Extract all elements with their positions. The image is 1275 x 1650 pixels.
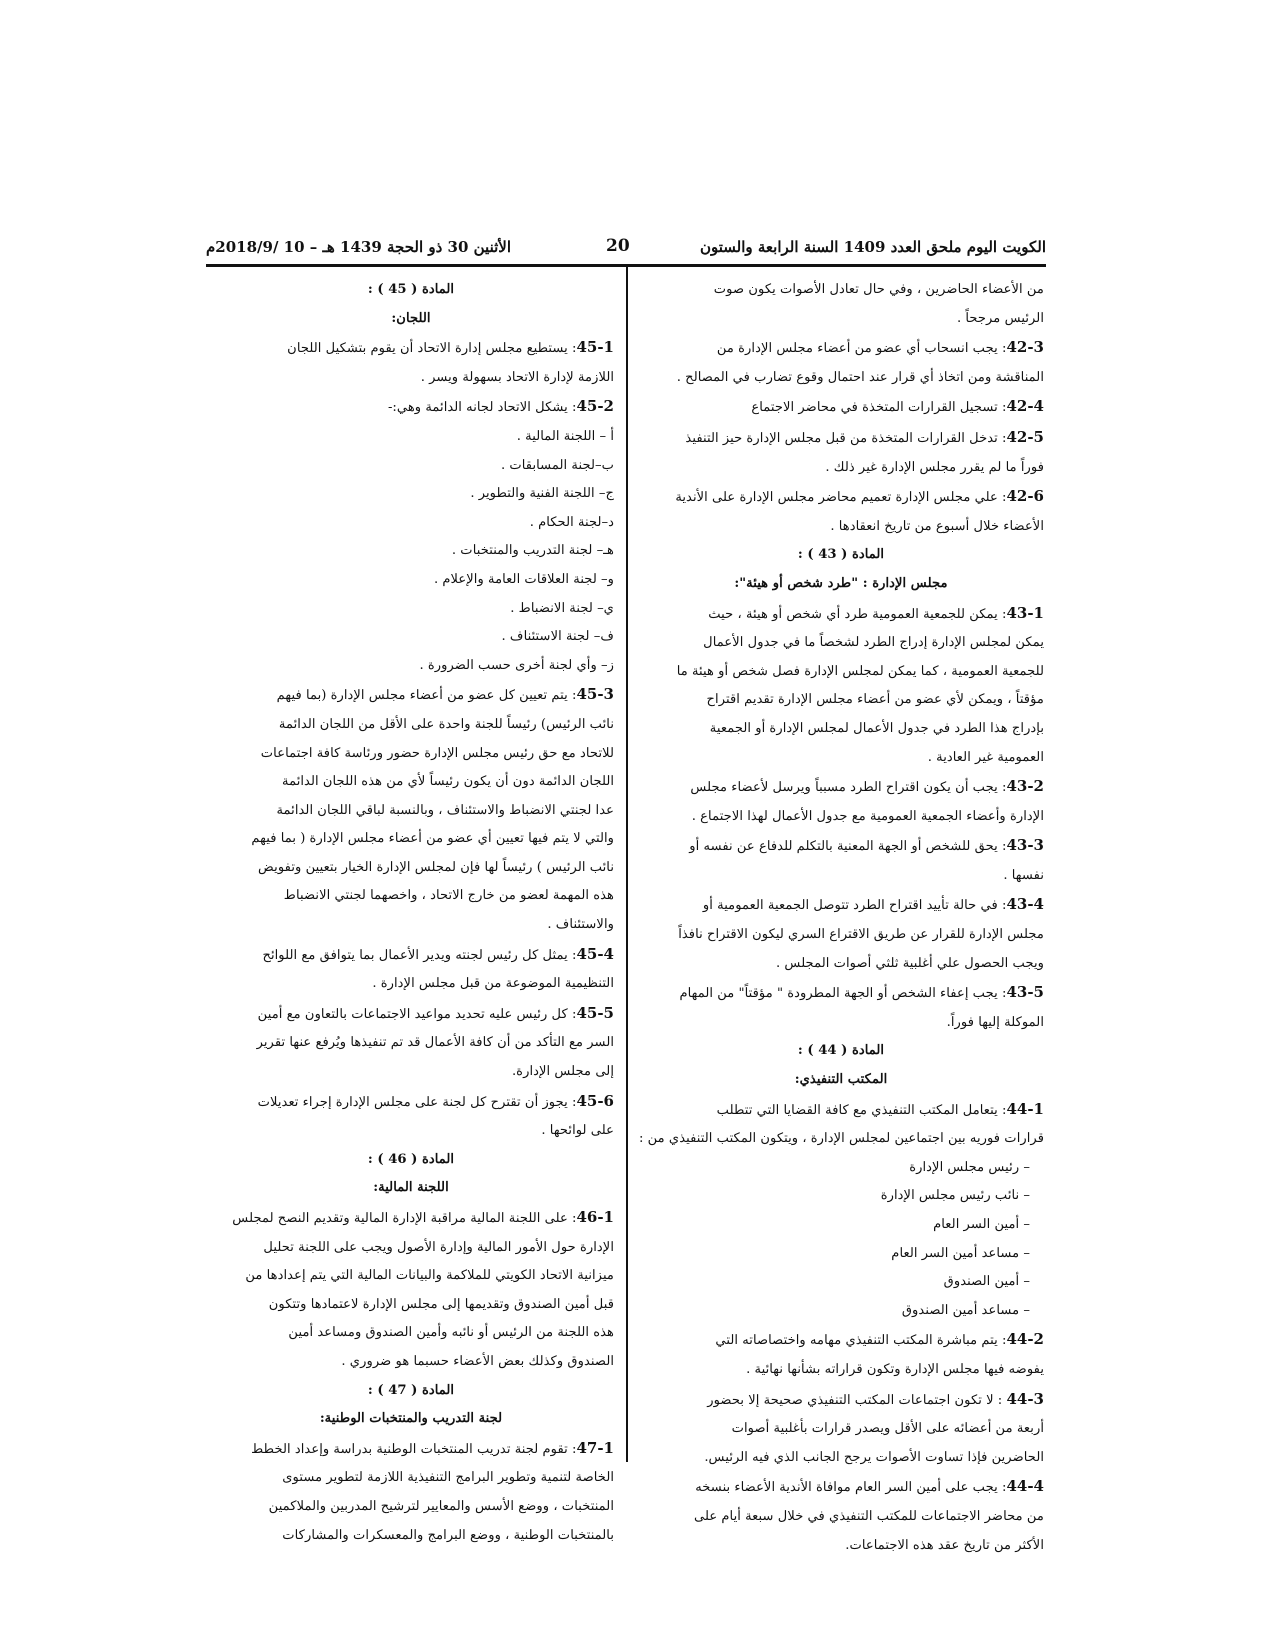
header-date: الأثنين 30 ذو الحجة 1439 هـ – 10 /2018/9م	[206, 238, 511, 256]
line-text: : علي مجلس الإدارة تعميم محاضر مجلس الإدارة على الأندية	[675, 490, 1007, 506]
line-text: نائب الرئيس) رئيساً للجنة واحدة على الأقل من اللجان الدائمة	[278, 716, 614, 732]
line-text: المناقشة ومن اتخاذ أي قرار عند احتمال وقوع تضارب في المصالح .	[676, 369, 1044, 385]
line-text: : على اللجنة المالية مراقبة الإدارة المالية وتقديم النصح لمجلس	[232, 1211, 577, 1226]
text-line	[208, 911, 614, 940]
text-line	[638, 1532, 1044, 1561]
clause-line	[638, 1095, 1044, 1126]
clause-number: 43-1	[1006, 603, 1044, 622]
page-header	[206, 238, 1046, 262]
line-text: د–لجنة الحكام .	[529, 514, 614, 530]
line-text: الحاضرين فإذا تساوت الأصوات يرجح الجانب الذي فيه الرئيس.	[704, 1449, 1044, 1465]
clause-line	[638, 1325, 1044, 1356]
clause-line	[208, 680, 614, 711]
clause-line	[208, 1434, 614, 1465]
clause-number: 43-4	[1006, 895, 1044, 914]
line-text: ب–لجنة المسابقات .	[500, 457, 614, 473]
list-item: – أمين الصندوق	[943, 1274, 1030, 1290]
line-text: : يجب أن يكون اقتراح الطرد مسبباً ويرسل لأعضاء مجلس	[690, 780, 1007, 796]
text-line	[638, 1009, 1044, 1038]
page-number: 20	[606, 236, 630, 256]
text-line	[208, 595, 614, 624]
line-text: بالمنتخبات الوطنية ، ووضع البرامج والمعسكرات والمشاركات	[282, 1527, 614, 1543]
line-text: الموكلة إليها فوراً.	[946, 1014, 1044, 1030]
line-text: الرئيس مرجحاً .	[956, 310, 1044, 326]
text-line	[208, 1029, 614, 1058]
line-text: قبل أمين الصندوق وتقديمها إلى مجلس الإدارة لاعتمادها وتتكون	[268, 1296, 614, 1312]
line-text: المنتخبات ، ووضع الأسس والمعايير لترشيح المدربين والملاكمين	[268, 1498, 614, 1514]
clause-number: 44-3	[1006, 1389, 1044, 1408]
text-line	[638, 921, 1044, 950]
text-line	[208, 711, 614, 740]
clause-number: 45-6	[576, 1091, 614, 1110]
text-line	[208, 537, 614, 566]
clause-line	[638, 392, 1044, 423]
clause-line	[638, 333, 1044, 364]
clause-line	[638, 978, 1044, 1009]
clause-number: 47-1	[576, 1438, 614, 1457]
line-text: ي– لجنة الانضباط .	[510, 600, 614, 616]
clause-number: 45-1	[576, 338, 614, 357]
list-item: – نائب رئيس مجلس الإدارة	[880, 1188, 1030, 1204]
line-text: والتي لا يتم فيها تعيين أي عضو من أعضاء مجلس الإدارة ( بما فيهم	[251, 831, 614, 847]
clause-number: 45-5	[576, 1003, 614, 1022]
line-text: مجلس الإدارة للقرار عن طريق الاقتراع السري ليكون الاقتراح نافذاً	[678, 927, 1044, 943]
article-heading: المادة ( 47 ) :	[367, 1382, 455, 1398]
line-text: الأعضاء خلال أسبوع من تاريخ انعقادها .	[830, 518, 1044, 534]
text-line	[638, 862, 1044, 891]
line-text: : يجب إعفاء الشخص أو الجهة المطرودة " مؤقتاً" من المهام	[679, 986, 1007, 1002]
line-text: من محاضر الاجتماعات للمكتب التنفيذي في خلال سبعة أيام على	[693, 1508, 1044, 1524]
line-text: السر مع التأكد من أن كافة الأعمال قد تم تنفيذها ويُرفع عنها تقرير	[256, 1035, 614, 1051]
text-line	[208, 882, 614, 911]
text-line	[638, 305, 1044, 334]
clause-number: 42-6	[1006, 487, 1044, 506]
text-line	[638, 1125, 1044, 1154]
text-line	[208, 423, 614, 452]
line-text: : يتم تعيين كل عضو من أعضاء مجلس الإدارة (بما فيهم	[276, 688, 577, 704]
text-line	[208, 970, 614, 999]
line-text: إلى مجلس الإدارة.	[511, 1064, 614, 1080]
line-text: : يتعامل المكتب التنفيذي مع كافة القضايا التي تتطلب	[716, 1102, 1007, 1118]
line-text: : يستطيع مجلس إدارة الاتحاد أن يقوم بتشكيل اللجان	[287, 341, 577, 357]
column-divider	[626, 267, 628, 1462]
text-line	[208, 1319, 614, 1348]
clause-line	[208, 333, 614, 364]
article-heading: المادة ( 43 ) :	[797, 547, 885, 563]
line-text: : يجوز أن تقترح كل لجنة على مجلس الإدارة إجراء تعديلات	[257, 1094, 577, 1110]
text-line	[638, 1415, 1044, 1444]
clause-line	[638, 1385, 1044, 1416]
text-line	[208, 797, 614, 826]
line-text: أ – اللجنة المالية .	[516, 428, 614, 444]
text-line	[638, 513, 1044, 542]
clause-line	[208, 1087, 614, 1118]
text-line	[208, 1348, 614, 1377]
text-line	[638, 364, 1044, 393]
text-line	[208, 364, 614, 393]
line-text: على لوائحها .	[541, 1123, 614, 1139]
line-text: نائب الرئيس ) رئيساً لها فإن لمجلس الإدارة الخيار بتعيين وتفويض	[258, 859, 614, 875]
text-line	[208, 652, 614, 681]
line-text: يمكن لمجلس الإدارة إدراج الطرد لشخصاً ما في جدول الأعمال	[703, 635, 1044, 651]
line-text: الأكثر من تاريخ عقد هذه الاجتماعات.	[845, 1537, 1044, 1553]
line-text: : كل رئيس عليه تحديد مواعيد الاجتماعات بالتعاون مع أمين	[257, 1006, 577, 1022]
line-text: : تسجيل القرارات المتخذة في محاضر الاجتماع	[751, 400, 1007, 416]
line-text: يفوضه فيها مجلس الإدارة وتكون قراراته بشأنها نهائية .	[746, 1361, 1044, 1377]
clause-number: 43-5	[1006, 983, 1044, 1002]
header-publication: الكويت اليوم ملحق العدد 1409 السنة الرابعة والستون	[700, 238, 1046, 256]
clause-number: 42-5	[1006, 427, 1044, 446]
text-line	[638, 276, 1044, 305]
text-line	[638, 803, 1044, 832]
line-text: الإدارة وأعضاء الجمعية العمومية مع جدول الأعمال لهذا الاجتماع .	[691, 808, 1044, 824]
list-item: – مساعد أمين السر العام	[891, 1245, 1030, 1261]
clause-number: 45-3	[576, 685, 614, 704]
line-text: ج– اللجنة الفنية والتطوير .	[470, 486, 614, 502]
text-line	[208, 1464, 614, 1493]
left-column	[208, 276, 614, 1550]
clause-number: 45-2	[576, 397, 614, 416]
text-line	[208, 509, 614, 538]
text-line	[638, 950, 1044, 979]
line-text: من الأعضاء الحاضرين ، وفي حال تعادل الأصوات يكون صوت	[713, 282, 1044, 297]
clause-line	[208, 940, 614, 971]
line-text: : في حالة تأييد اقتراح الطرد تتوصل الجمعية العمومية أو	[702, 898, 1007, 914]
article-heading: لجنة التدريب والمنتخبات الوطنية:	[319, 1411, 503, 1427]
text-line	[638, 744, 1044, 773]
clause-number: 42-3	[1006, 338, 1044, 357]
clause-number: 42-4	[1006, 397, 1044, 416]
line-text: و– لجنة العلاقات العامة والإعلام .	[434, 571, 614, 587]
line-text: أربعة من أعضائه على الأقل ويصدر قرارات بأغلبية أصوات	[731, 1421, 1044, 1437]
line-text: الإدارة حول الأمور المالية وإدارة الأصول ويجب على اللجنة تحليل	[263, 1239, 614, 1255]
clause-line	[208, 1203, 614, 1234]
text-line	[638, 454, 1044, 483]
line-text: عدا لجنتي الانضباط والاستئناف ، وبالنسبة لباقي اللجان الدائمة	[276, 802, 614, 818]
line-text: نفسها .	[1003, 867, 1044, 883]
clause-number: 46-1	[576, 1208, 614, 1226]
line-text: التنظيمية الموضوعة من قبل مجلس الإدارة .	[372, 976, 614, 992]
right-column	[638, 276, 1044, 1560]
text-line	[638, 1444, 1044, 1473]
text-line	[638, 715, 1044, 744]
text-line	[208, 740, 614, 769]
line-text: العمومية غير العادية .	[927, 749, 1044, 765]
text-line	[208, 854, 614, 883]
clause-number: 44-1	[1006, 1099, 1044, 1118]
line-text: مؤقتاً ، ويمكن لأي عضو من أعضاء مجلس الإدارة تقديم اقتراح	[706, 692, 1044, 708]
line-text: قرارات فوريه بين اجتماعين لمجلس الإدارة ، ويتكون المكتب التنفيذي من :	[638, 1131, 1044, 1147]
clause-line	[638, 772, 1044, 803]
line-text: الخاصة لتنمية وتطوير البرامج التنفيذية اللازمة لتطوير مستوى	[282, 1470, 614, 1486]
article-heading: اللجان:	[391, 310, 431, 326]
text-line	[638, 1503, 1044, 1532]
text-line	[208, 566, 614, 595]
line-text: : يجب انسحاب أي عضو من أعضاء مجلس الإدارة من	[716, 341, 1007, 357]
clause-line	[638, 890, 1044, 921]
list-item: – مساعد أمين الصندوق	[901, 1302, 1030, 1318]
line-text: : يحق للشخص أو الجهة المعنية بالتكلم للدفاع عن نفسه أو	[689, 839, 1007, 855]
line-text: ميزانية الاتحاد الكويتي للملاكمة والبيانات المالية التي يتم إعدادها من	[245, 1268, 614, 1284]
line-text: : يشكل الاتحاد لجانه الدائمة وهي:-	[387, 400, 577, 416]
text-line	[208, 768, 614, 797]
clause-line	[638, 831, 1044, 862]
line-text: : لا تكون اجتماعات المكتب التنفيذي صحيحة إلا بحضور	[707, 1392, 1007, 1408]
line-text: اللجان الدائمة دون أن يكون رئيساً لأي من هذه اللجان الدائمة	[282, 774, 614, 790]
line-text: هذه اللجنة من الرئيس أو نائبه وأمين الصندوق ومساعد أمين	[288, 1325, 614, 1341]
clause-line	[208, 999, 614, 1030]
clause-line	[638, 599, 1044, 630]
text-line	[208, 1291, 614, 1320]
line-text: : يمكن للجمعية العمومية طرد أي شخص أو هيئة ، حيث	[708, 606, 1007, 622]
text-line	[208, 480, 614, 509]
article-heading: اللجنة المالية:	[373, 1180, 449, 1196]
line-text: اللازمة لإدارة الاتحاد بسهولة ويسر .	[420, 369, 614, 385]
line-text: : يجب على أمين السر العام موافاة الأندية الأعضاء بنسخه	[695, 1480, 1007, 1496]
text-line	[638, 629, 1044, 658]
text-line	[208, 1234, 614, 1263]
article-heading: المكتب التنفيذي:	[794, 1072, 888, 1088]
line-text: للجمعية العمومية ، كما يمكن لمجلس الإدارة فصل شخص أو هيئة ما	[676, 663, 1044, 679]
line-text: الصندوق وكذلك بعض الأعضاء حسبما هو ضروري .	[341, 1353, 614, 1369]
line-text: هذه المهمة لعضو من خارج الاتحاد ، واخصهما لجنتي الانضباط	[283, 888, 614, 904]
line-text: للاتحاد مع حق رئيس مجلس الإدارة حضور ورئاسة كافة اجتماعات	[260, 745, 614, 761]
clause-number: 45-4	[576, 944, 614, 963]
text-line	[638, 686, 1044, 715]
text-line	[208, 825, 614, 854]
clause-number: 44-2	[1006, 1330, 1044, 1349]
line-text: فوراً ما لم يقرر مجلس الإدارة غير ذلك .	[825, 459, 1044, 475]
clause-number: 44-4	[1006, 1477, 1044, 1496]
clause-number: 43-2	[1006, 777, 1044, 796]
line-text: بإدراج هذا الطرد في جدول الأعمال لمجلس الإدارة أو الجمعية	[709, 720, 1044, 736]
text-line	[208, 452, 614, 481]
text-line	[208, 623, 614, 652]
text-line	[208, 1058, 614, 1087]
text-line	[638, 1356, 1044, 1385]
article-heading: المادة ( 44 ) :	[797, 1043, 885, 1059]
clause-number: 43-3	[1006, 836, 1044, 855]
clause-line	[208, 392, 614, 423]
text-line	[208, 1262, 614, 1291]
line-text: : تدخل القرارات المتخذة من قبل مجلس الإدارة حيز التنفيذ	[685, 430, 1007, 446]
text-line	[208, 1493, 614, 1522]
line-text: ف– لجنة الاستئناف .	[501, 629, 614, 645]
line-text: هـ– لجنة التدريب والمنتخبات .	[451, 543, 614, 559]
list-item: – أمين السر العام	[933, 1217, 1030, 1232]
line-text: : تقوم لجنة تدريب المنتخبات الوطنية بدراسة وإعداد الخطط	[251, 1441, 577, 1457]
article-heading: مجلس الإدارة : "طرد شخص أو هيئة":	[734, 575, 948, 591]
text-line	[208, 1522, 614, 1551]
clause-line	[638, 1472, 1044, 1503]
list-item: – رئيس مجلس الإدارة	[909, 1159, 1030, 1175]
clause-line	[638, 482, 1044, 513]
clause-line	[638, 423, 1044, 454]
line-text: : يتم مباشرة المكتب التنفيذي مهامه واختصاصاته التي	[715, 1333, 1007, 1349]
line-text: : يمثل كل رئيس لجنته ويدير الأعمال بما يتوافق مع اللوائح	[262, 947, 577, 963]
line-text: والاستئناف .	[547, 917, 614, 933]
line-text: ويجب الحصول علي أغلبية ثلثي أصوات المجلس .	[776, 955, 1044, 971]
article-heading: المادة ( 46 ) :	[367, 1151, 455, 1167]
text-line	[208, 1117, 614, 1146]
line-text: ز– وأي لجنة أخرى حسب الضرورة .	[419, 657, 614, 673]
article-heading: المادة ( 45 ) :	[367, 282, 455, 297]
text-line	[638, 658, 1044, 687]
